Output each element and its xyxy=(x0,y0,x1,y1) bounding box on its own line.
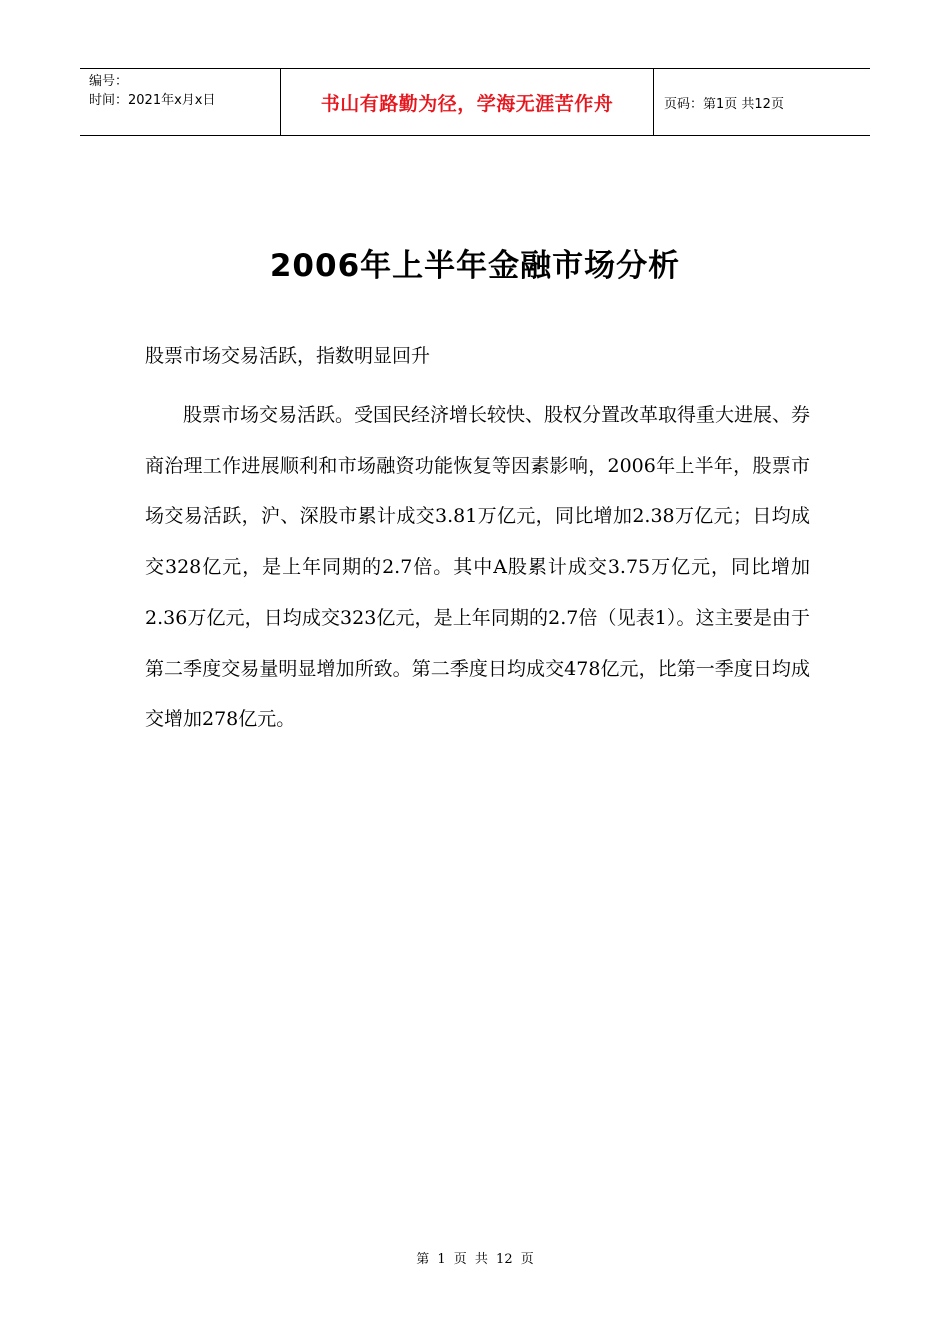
page-footer: 第 1 页 共 12 页 xyxy=(416,1252,534,1267)
time-label: 时间：2021年x月x日 xyxy=(89,93,216,108)
section-subheading: 股票市场交易活跃，指数明显回升 xyxy=(145,345,431,367)
page-header xyxy=(80,68,870,136)
document-title: 2006年上半年金融市场分析 xyxy=(269,248,681,284)
header-meta-cell xyxy=(80,69,281,135)
header-motto: 书山有路勤为径，学海无涯苦作舟 xyxy=(281,69,654,135)
header-page-info: 页码：第1页 共12页 xyxy=(664,96,784,112)
number-label: 编号： xyxy=(89,74,129,89)
body-paragraph: 股票市场交易活跃。受国民经济增长较快、股权分置改革取得重大进展、券商治理工作进展顺利和市场融资功能恢复等因素影响，2006年上半年，股票市场交易活跃，沪、深股市累计成交3.81万亿元，同比增加2.38万亿元；日均成交328亿元，是上年同期的2.7倍。其中A股累计成交3.75万亿元，同比增加2.36万亿元，日均成交323亿元，是上年同期的2.7倍（见表1）。这主要是由于第二季度交易量明显增加所致。第二季度日均成交478亿元，比第一季度日均成交增加278亿元。 xyxy=(145,404,811,731)
